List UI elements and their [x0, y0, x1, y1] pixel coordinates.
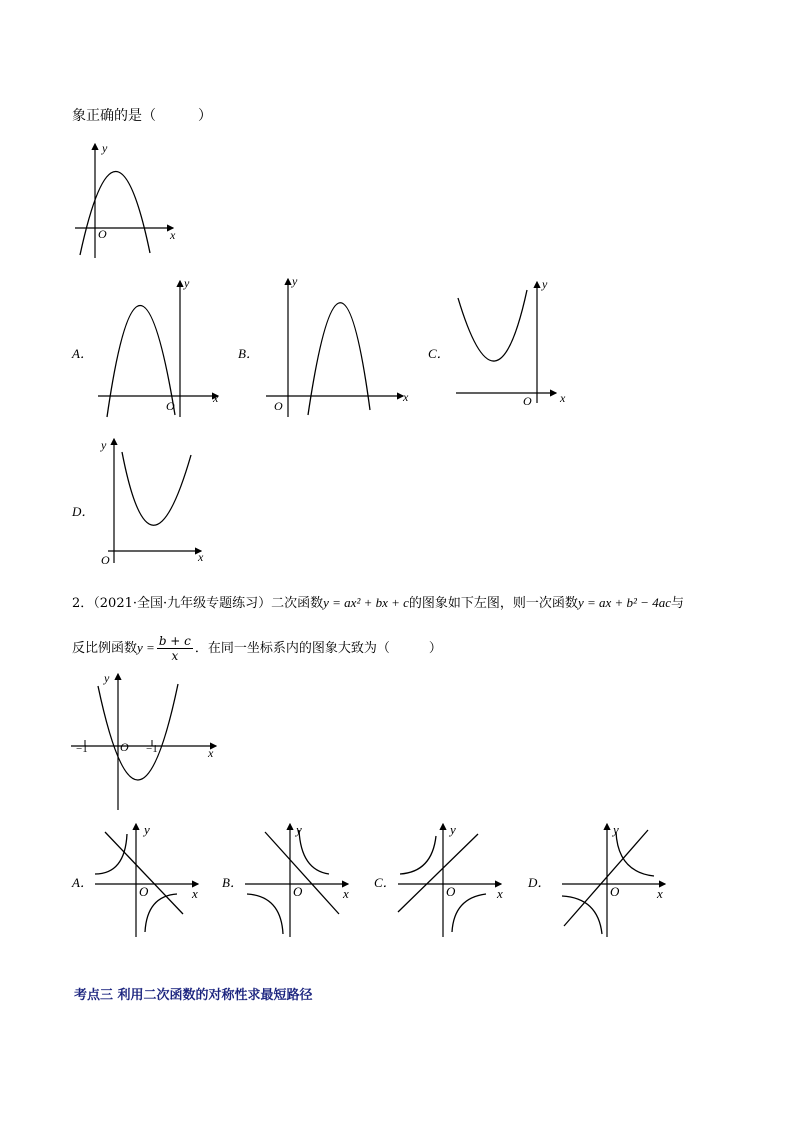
svg-text:x: x: [198, 550, 204, 564]
svg-text:O: O: [166, 399, 175, 413]
q1-option-a-label[interactable]: A．: [72, 346, 93, 361]
q1-option-d-label[interactable]: D．: [72, 504, 95, 519]
svg-text:x: x: [192, 886, 198, 901]
svg-text:y: y: [613, 822, 619, 837]
svg-text:y: y: [292, 274, 298, 288]
q2-option-c-label[interactable]: C．: [374, 875, 396, 890]
svg-text:O: O: [139, 884, 149, 899]
q1-option-b-label[interactable]: B．: [238, 346, 259, 361]
svg-text:O: O: [274, 399, 283, 413]
svg-text:x: x: [208, 746, 214, 760]
svg-text:O: O: [293, 884, 303, 899]
origin-label: O: [98, 227, 107, 241]
q1-option-c-graph[interactable]: [453, 278, 578, 413]
svg-text:y: y: [144, 822, 150, 837]
q2-linear-func: y = ax + b² − 4ac: [577, 595, 671, 610]
q2-line-1: 2．（2021·全国·九年级专题练习）二次函数y = ax² + bx + c的图象如下左图，则一次函数y = ax + b² − 4ac与: [72, 595, 684, 611]
q1-option-a-graph[interactable]: [95, 275, 225, 420]
svg-text:y: y: [450, 822, 456, 837]
q2-option-d-graph[interactable]: [560, 822, 680, 940]
svg-text:x: x: [497, 886, 503, 901]
svg-text:x: x: [560, 391, 566, 405]
svg-text:y: y: [542, 277, 548, 291]
q2-option-b-graph[interactable]: [243, 822, 363, 940]
q1-reference-graph: [70, 140, 190, 265]
svg-text:y: y: [104, 671, 110, 685]
svg-text:x: x: [343, 886, 349, 901]
svg-text:O: O: [120, 740, 129, 754]
svg-text:y: y: [296, 822, 302, 837]
q2-option-b-label[interactable]: B．: [222, 875, 243, 890]
section-heading: 考点三 利用二次函数的对称性求最短路径: [74, 988, 313, 1003]
q1-option-d-graph[interactable]: [98, 435, 213, 570]
q2-option-d-label[interactable]: D．: [528, 875, 551, 890]
q2-option-c-graph[interactable]: [396, 822, 516, 940]
q1-option-b-graph[interactable]: [263, 275, 413, 420]
svg-text:O: O: [101, 553, 110, 567]
svg-text:O: O: [610, 884, 620, 899]
q2-option-a-graph[interactable]: [93, 822, 213, 940]
x-label: x: [170, 228, 176, 242]
svg-text:−1: −1: [146, 743, 158, 755]
svg-text:−1: −1: [76, 743, 88, 755]
svg-text:x: x: [403, 390, 409, 404]
q2-line-2: 反比例函数y = $\frac{b + c}{x}$ ．在同一坐标系内的图象大致为（ ）: [72, 634, 442, 663]
svg-text:O: O: [446, 884, 456, 899]
q2-fraction: $\frac{b + c}{x}$: [158, 634, 191, 663]
q1-option-c-label[interactable]: C．: [428, 346, 450, 361]
q1-stem-tail: 象正确的是（ ）: [72, 108, 212, 124]
svg-text:O: O: [523, 394, 532, 408]
q2-option-a-label[interactable]: A．: [72, 875, 93, 890]
q2-quadratic-func: y = ax² + bx + c: [323, 595, 409, 610]
y-label: y: [102, 141, 108, 155]
q2-reference-graph: [68, 672, 223, 812]
svg-text:y: y: [101, 438, 107, 452]
svg-text:y: y: [184, 276, 190, 290]
svg-text:x: x: [213, 391, 219, 405]
svg-text:x: x: [657, 886, 663, 901]
